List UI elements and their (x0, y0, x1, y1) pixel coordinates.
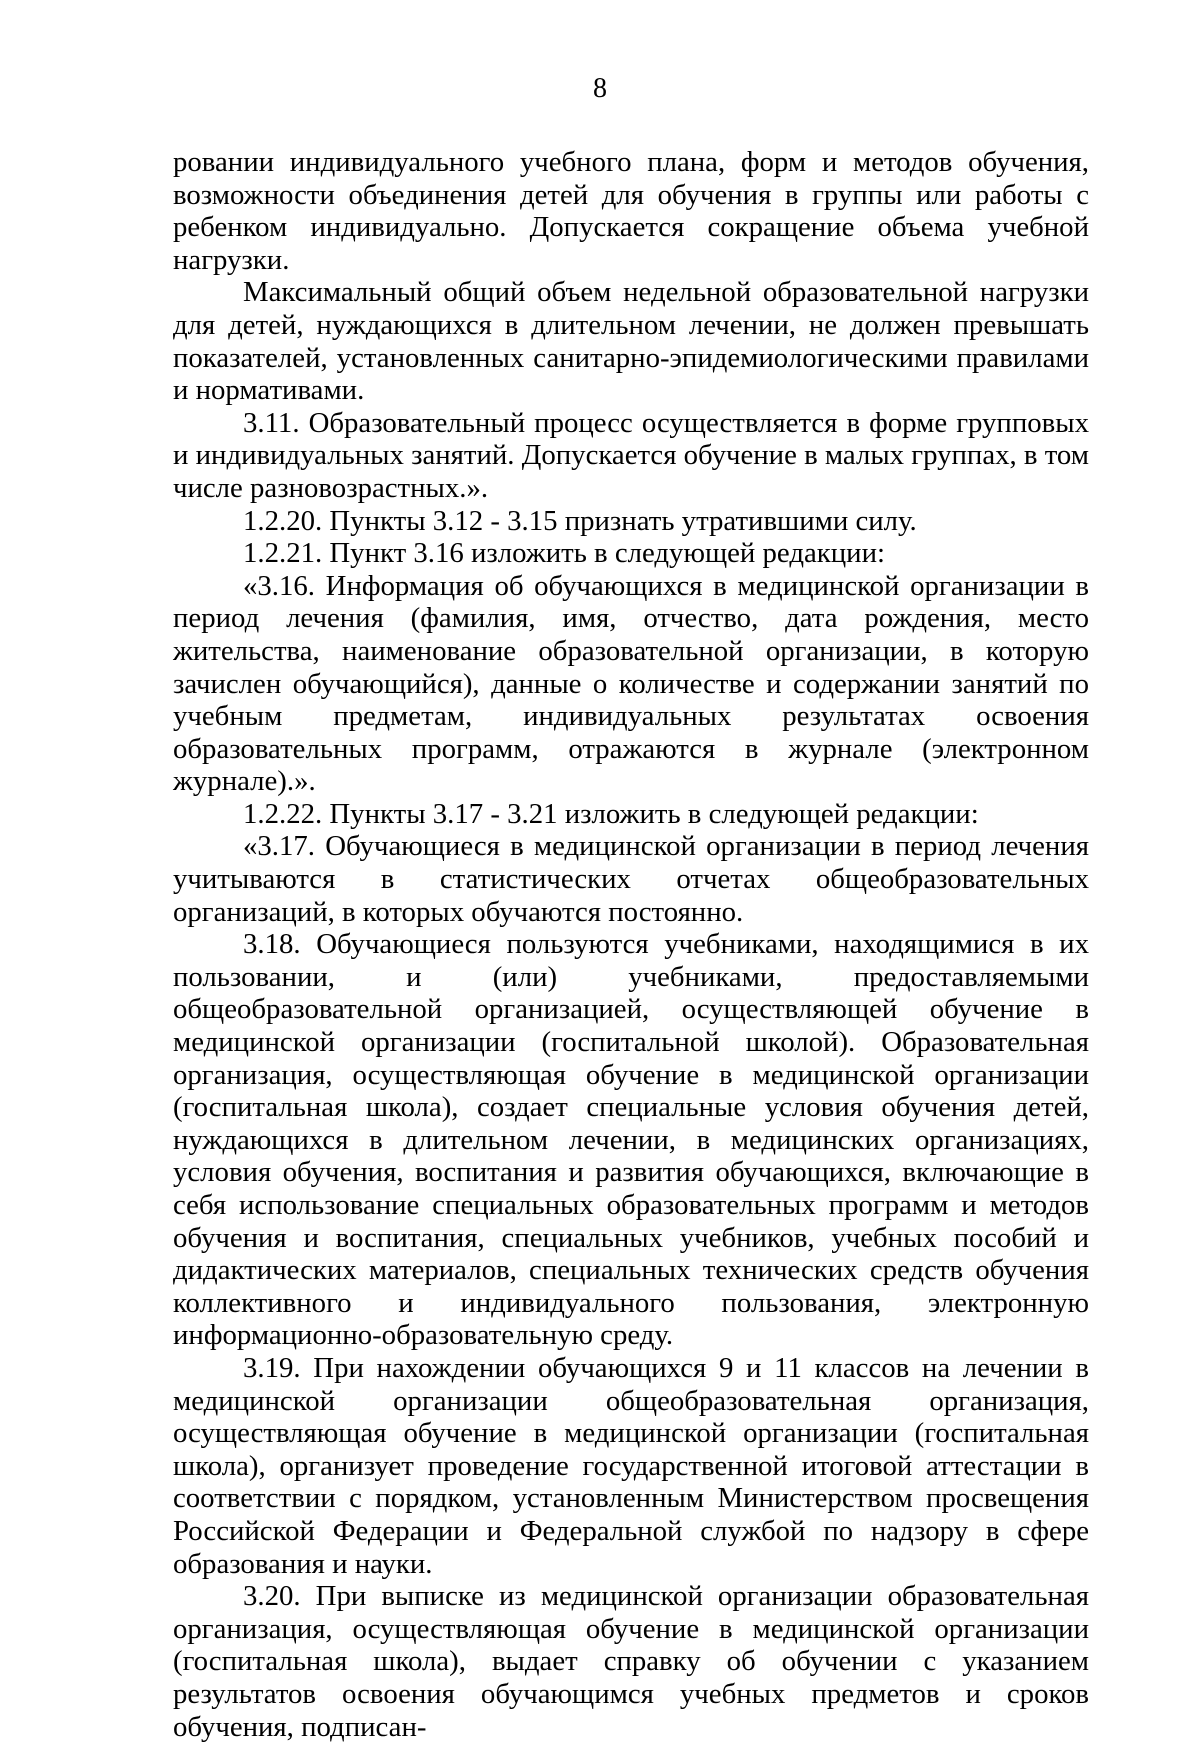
paragraph-3-17: «3.17. Обучающиеся в медицинской организации в период лечения учитываются в статистических отчетах общеобразовательных организаций, в которых обучаются постоянно. (173, 830, 1089, 928)
paragraph-3-20: 3.20. При выписке из медицинской организации образовательная организация, осуществляющая обучение в медицинской организации (госпитальная школа), выдает справку об обучении с указанием результатов освоения обучающимся учебных предметов и сроков обучения, подписан- (173, 1580, 1089, 1743)
paragraph-3-11: 3.11. Образовательный процесс осуществляется в форме групповых и индивидуальных занятий. Допускается обучение в малых группах, в том числе разновозрастных.». (173, 406, 1089, 504)
paragraph-max-load: Максимальный общий объем недельной образовательной нагрузки для детей, нуждающихся в длительном лечении, не должен превышать показателей, установленных санитарно-эпидемиологическими правилами и нормативами. (173, 276, 1089, 407)
paragraph-continuation: ровании индивидуального учебного плана, форм и методов обучения, возможности объединения детей для обучения в группы или работы с ребенком индивидуально. Допускается сокращение объема учебной нагрузки. (173, 146, 1089, 276)
paragraph-3-19: 3.19. При нахождении обучающихся 9 и 11 классов на лечении в медицинской организации общеобразовательная организация, осуществляющая обучение в медицинской организации (госпитальная школа), организует проведение государственной итоговой аттестации в соответствии с порядком, установленным Министерством просвещения Российской Федерации и Федеральной службой по надзору в сфере образования и науки. (173, 1351, 1089, 1580)
paragraph-1-2-22: 1.2.22. Пункты 3.17 - 3.21 изложить в следующей редакции: (243, 797, 979, 830)
paragraph-3-18: 3.18. Обучающиеся пользуются учебниками, находящимися в их пользовании, и (или) учебниками, предоставляемыми общеобразовательной организацией, осуществляющей обучение в медицинской организации (госпитальной школой). Образовательная организация, осуществляющая обучение в медицинской организации (госпитальная школа), создает специальные условия обучения детей, нуждающихся в длительном лечении, в медицинских организациях, условия обучения, воспитания и развития обучающихся, включающие в себя использование специальных образовательных программ и методов обучения и воспитания, специальных учебников, учебных пособий и дидактических материалов, специальных технических средств обучения коллективного и индивидуального пользования, электронную информационно-образовательную среду. (173, 928, 1089, 1352)
paragraph-1-2-20: 1.2.20. Пункты 3.12 - 3.15 признать утратившими силу. (243, 504, 917, 537)
paragraph-3-16: «3.16. Информация об обучающихся в медицинской организации в период лечения (фамилия, имя, отчество, дата рождения, место жительства, наименование образовательной организации, в которую зачислен обучающийся), данные о количестве и содержании занятий по учебным предметам, индивидуальных результатах освоения образовательных программ, отражаются в журнале (электронном журнале).». (173, 569, 1089, 798)
page-number: 8 (593, 73, 607, 104)
paragraph-1-2-21: 1.2.21. Пункт 3.16 изложить в следующей редакции: (243, 537, 885, 570)
document-body (173, 146, 1089, 1743)
